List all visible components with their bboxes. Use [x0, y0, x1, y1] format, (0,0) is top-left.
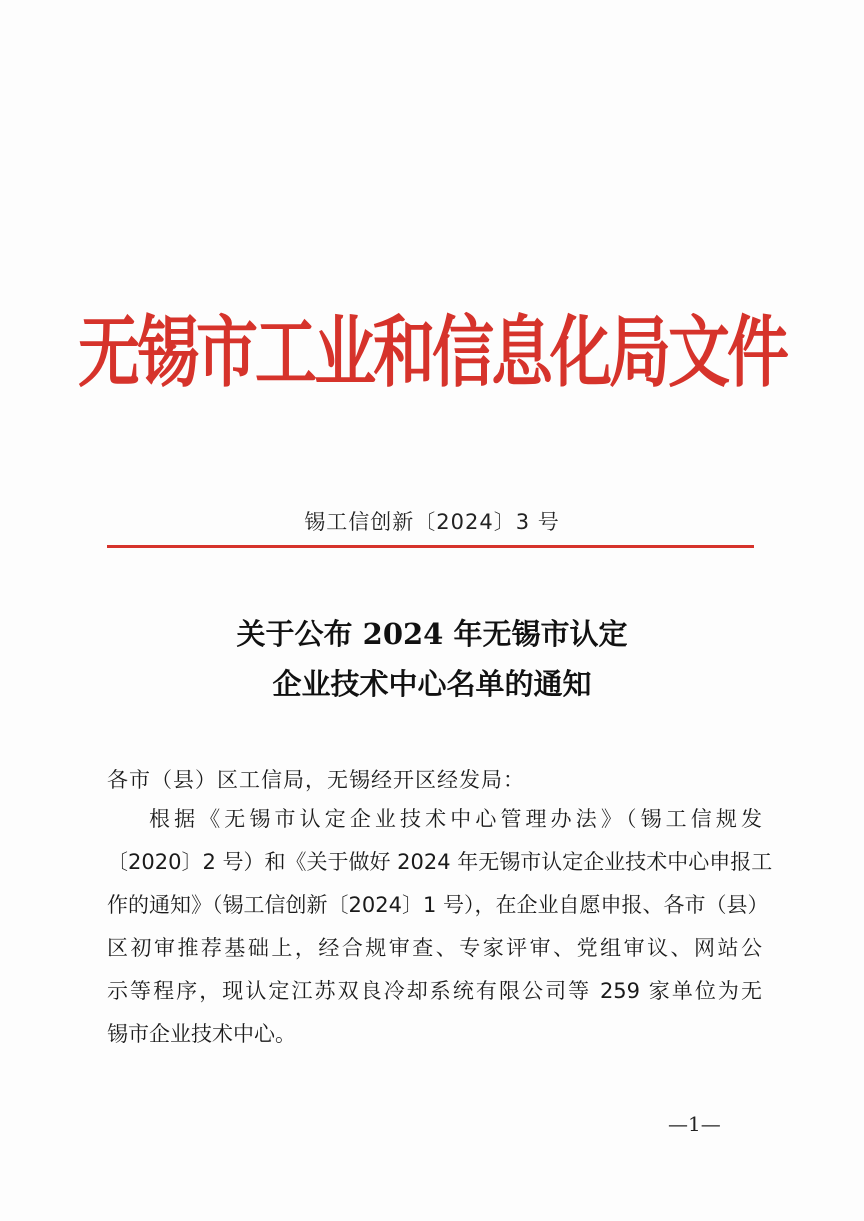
agency-header-title: 无锡市工业和信息化局文件 — [77, 306, 786, 398]
paragraph-line: 示等程序，现认定江苏双良冷却系统有限公司等 259 家单位为无 — [107, 979, 762, 1003]
paragraph-line: 锡市企业技术中心。 — [107, 1022, 296, 1046]
paragraph-line: 作的通知》（锡工信创新〔2024〕1 号），在企业自愿申报、各市（县） — [107, 893, 769, 917]
document-number: 锡工信创新〔2024〕3 号 — [304, 510, 560, 534]
notice-title-line-2: 企业技术中心名单的通知 — [272, 667, 592, 701]
body-paragraph — [107, 798, 773, 1056]
notice-title-line-1: 关于公布 2024 年无锡市认定 — [236, 617, 628, 651]
paragraph-line: 根据《无锡市认定企业技术中心管理办法》（锡工信规发 — [149, 807, 762, 831]
page-number: —1— — [668, 1112, 721, 1136]
paragraph-line: 〔2020〕2 号）和《关于做好 2024 年无锡市认定企业技术中心申报工 — [107, 850, 773, 874]
addressee: 各市（县）区工信局，无锡经开区经发局： — [107, 768, 525, 792]
paragraph-line: 区初审推荐基础上，经合规审查、专家评审、党组审议、网站公 — [107, 936, 762, 960]
red-divider-line — [107, 545, 754, 548]
